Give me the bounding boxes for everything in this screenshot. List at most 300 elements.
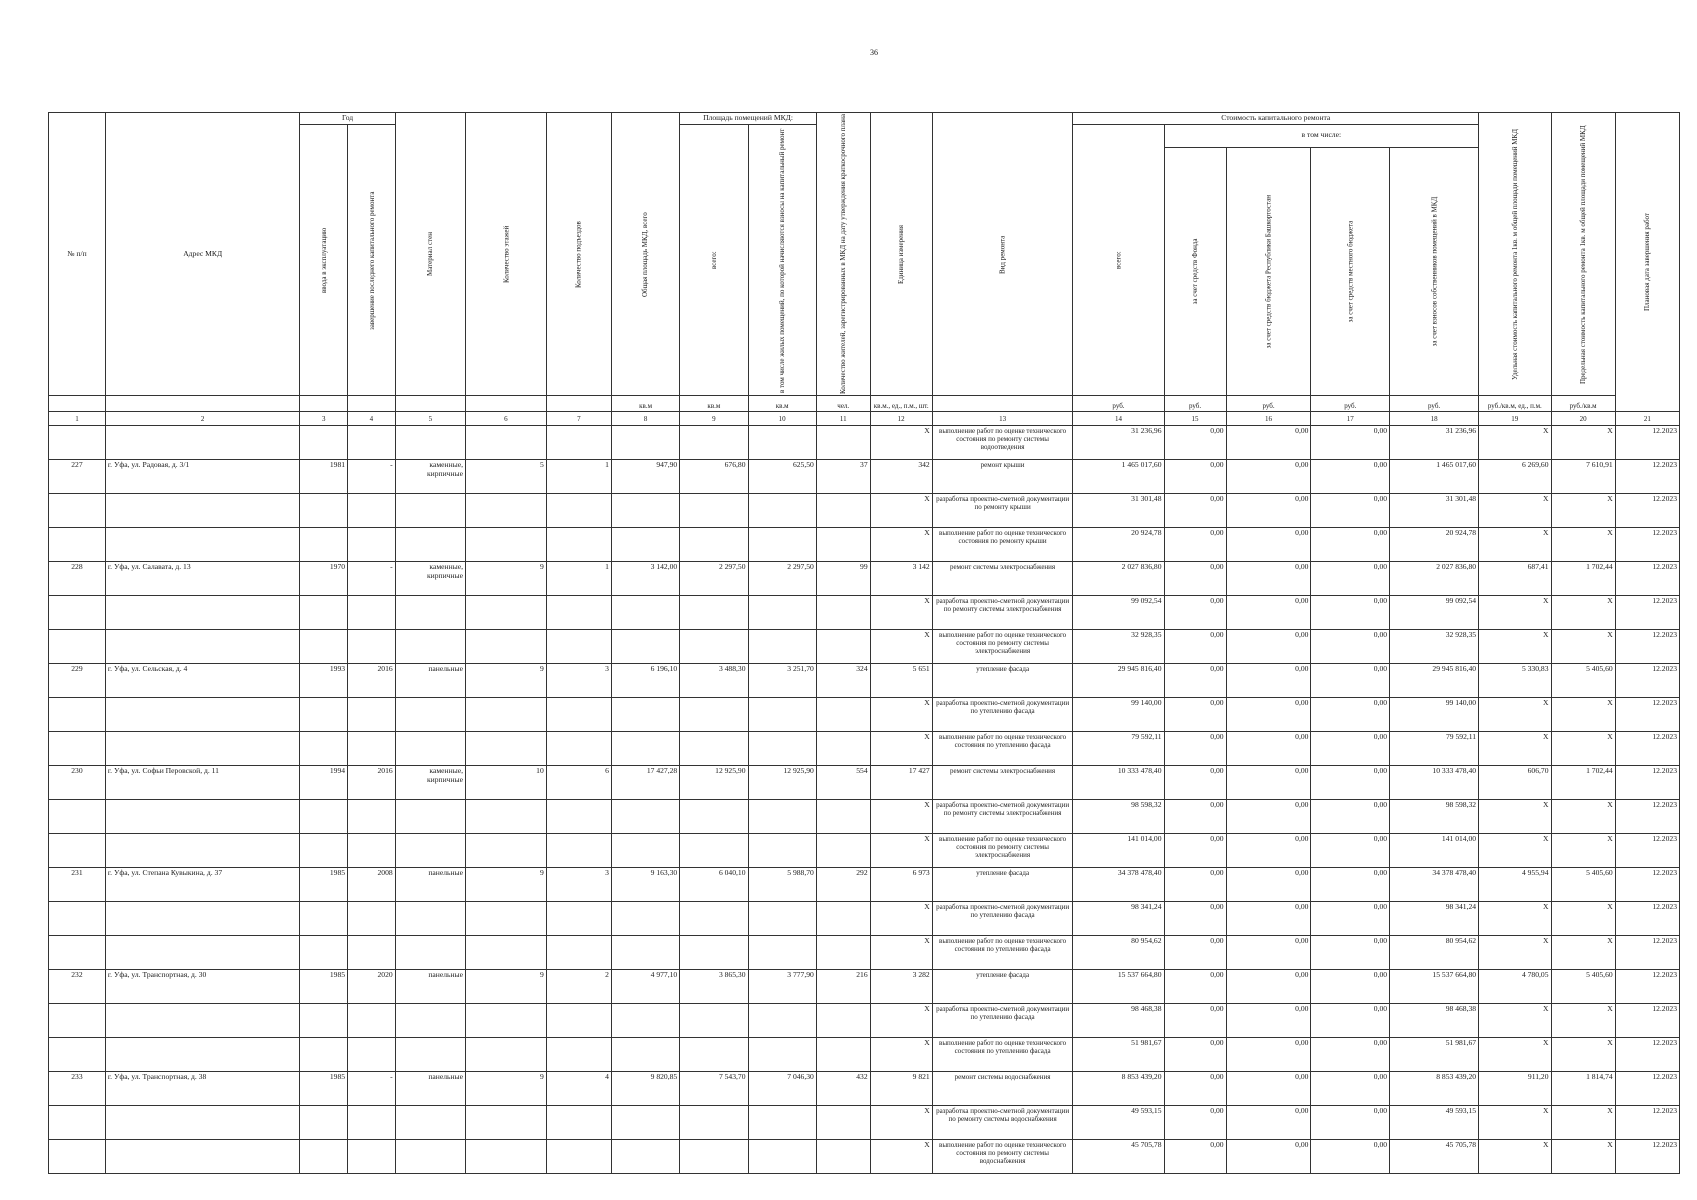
unit-measure: X (870, 698, 932, 732)
residents: 554 (816, 766, 870, 800)
unit-measure: 17 427 (870, 766, 932, 800)
year-last-repair (348, 1038, 396, 1072)
year-last-repair (348, 426, 396, 460)
unit-measure: X (870, 1140, 932, 1174)
unit-18: руб. (1390, 396, 1479, 412)
residential-area: 2 297,50 (748, 562, 816, 596)
unit-measure: 6 973 (870, 868, 932, 902)
cost-republic-budget: 0,00 (1226, 1038, 1311, 1072)
year-built (300, 528, 348, 562)
cost-fund: 0,00 (1164, 630, 1226, 664)
premises-area (680, 1038, 748, 1072)
repair-type: ремонт системы электроснабжения (932, 562, 1073, 596)
residential-area: 3 251,70 (748, 664, 816, 698)
residential-area (748, 834, 816, 868)
row-number (49, 494, 106, 528)
total-area (611, 630, 679, 664)
repair-type: выполнение работ по оценке технического состояния по ремонту системы водоотведения (932, 426, 1073, 460)
cost-local-budget: 0,00 (1311, 1072, 1390, 1106)
cost-total: 10 333 478,40 (1073, 766, 1164, 800)
year-last-repair: 2016 (348, 664, 396, 698)
year-built: 1970 (300, 562, 348, 596)
cost-fund: 0,00 (1164, 1106, 1226, 1140)
total-area (611, 1038, 679, 1072)
cost-fund: 0,00 (1164, 528, 1226, 562)
cost-owners: 15 537 664,80 (1390, 970, 1479, 1004)
address (105, 902, 300, 936)
floors: 5 (466, 460, 547, 494)
wall-material (395, 1140, 465, 1174)
header-area-group: Площадь помещений МКД: (680, 113, 817, 125)
cost-fund: 0,00 (1164, 1072, 1226, 1106)
floors (466, 698, 547, 732)
cost-total: 8 853 439,20 (1073, 1072, 1164, 1106)
address (105, 732, 300, 766)
unit-measure: X (870, 936, 932, 970)
max-unit-cost: X (1551, 630, 1615, 664)
cost-owners: 98 598,32 (1390, 800, 1479, 834)
unit-19: руб./кв.м, ед., п.м. (1479, 396, 1551, 412)
wall-material (395, 596, 465, 630)
unit-measure: 3 142 (870, 562, 932, 596)
entrances: 6 (546, 766, 611, 800)
premises-area: 2 297,50 (680, 562, 748, 596)
header-col-14: всего: (1073, 125, 1164, 396)
total-area (611, 732, 679, 766)
cost-republic-budget: 0,00 (1226, 562, 1311, 596)
header-col-18: за счет взносов собственников помещений в МКД (1390, 147, 1479, 395)
address: г. Уфа, ул. Радовая, д. 3/1 (105, 460, 300, 494)
cost-local-budget: 0,00 (1311, 800, 1390, 834)
year-last-repair (348, 630, 396, 664)
table-row (49, 494, 1680, 528)
cost-local-budget: 0,00 (1311, 630, 1390, 664)
header-col-11: Количество жителей, зарегистрированных в МКД на дату утверждения краткосрочного плана (816, 113, 870, 396)
table-row (49, 834, 1680, 868)
cost-total: 79 592,11 (1073, 732, 1164, 766)
residents (816, 630, 870, 664)
premises-area (680, 494, 748, 528)
entrances (546, 800, 611, 834)
premises-area (680, 1004, 748, 1038)
max-unit-cost: 1 702,44 (1551, 562, 1615, 596)
cost-fund: 0,00 (1164, 698, 1226, 732)
year-built (300, 426, 348, 460)
max-unit-cost: X (1551, 528, 1615, 562)
table-row (49, 460, 1680, 494)
planned-date: 12.2023 (1615, 766, 1679, 800)
header-incl-group: в том числе: (1164, 125, 1479, 148)
floors: 10 (466, 766, 547, 800)
planned-date: 12.2023 (1615, 664, 1679, 698)
residential-area (748, 1004, 816, 1038)
cost-owners: 1 465 017,60 (1390, 460, 1479, 494)
residents (816, 902, 870, 936)
row-number: 229 (49, 664, 106, 698)
column-number: 19 (1479, 412, 1551, 426)
max-unit-cost: X (1551, 1004, 1615, 1038)
year-last-repair (348, 732, 396, 766)
table-row (49, 698, 1680, 732)
unit-cost: 606,70 (1479, 766, 1551, 800)
repair-type: выполнение работ по оценке технического состояния по утеплению фасада (932, 936, 1073, 970)
row-number (49, 1106, 106, 1140)
residential-area (748, 630, 816, 664)
row-number: 233 (49, 1072, 106, 1106)
cost-local-budget: 0,00 (1311, 1004, 1390, 1038)
unit-17: руб. (1311, 396, 1390, 412)
column-number: 7 (546, 412, 611, 426)
max-unit-cost: X (1551, 936, 1615, 970)
wall-material: каменные, кирпичные (395, 460, 465, 494)
address (105, 1038, 300, 1072)
cost-local-budget: 0,00 (1311, 1140, 1390, 1174)
residents: 37 (816, 460, 870, 494)
max-unit-cost: X (1551, 1038, 1615, 1072)
unit-cost: X (1479, 426, 1551, 460)
entrances (546, 1106, 611, 1140)
residents (816, 494, 870, 528)
header-col-10: в том числе жилых помещений, по которой начисляются взносы на капитальный ремонт (748, 125, 816, 396)
total-area (611, 834, 679, 868)
total-area (611, 1140, 679, 1174)
premises-area: 6 040,10 (680, 868, 748, 902)
entrances (546, 834, 611, 868)
cost-republic-budget: 0,00 (1226, 936, 1311, 970)
address: г. Уфа, ул. Степана Кувыкина, д. 37 (105, 868, 300, 902)
column-number: 12 (870, 412, 932, 426)
max-unit-cost: X (1551, 834, 1615, 868)
premises-area (680, 902, 748, 936)
header-col-15: за счет средств Фонда (1164, 147, 1226, 395)
cost-local-budget: 0,00 (1311, 528, 1390, 562)
planned-date: 12.2023 (1615, 1004, 1679, 1038)
entrances (546, 732, 611, 766)
planned-date: 12.2023 (1615, 460, 1679, 494)
planned-date: 12.2023 (1615, 1140, 1679, 1174)
cost-fund: 0,00 (1164, 460, 1226, 494)
year-last-repair: - (348, 1072, 396, 1106)
address (105, 800, 300, 834)
year-built (300, 494, 348, 528)
total-area (611, 1004, 679, 1038)
year-built (300, 1106, 348, 1140)
unit-cost: X (1479, 834, 1551, 868)
address (105, 426, 300, 460)
residents (816, 426, 870, 460)
residential-area: 625,50 (748, 460, 816, 494)
cost-owners: 31 301,48 (1390, 494, 1479, 528)
residents (816, 800, 870, 834)
planned-date: 12.2023 (1615, 834, 1679, 868)
cost-republic-budget: 0,00 (1226, 698, 1311, 732)
total-area: 9 820,85 (611, 1072, 679, 1106)
max-unit-cost: 1 814,74 (1551, 1072, 1615, 1106)
cost-total: 2 027 836,80 (1073, 562, 1164, 596)
repair-type: утепление фасада (932, 970, 1073, 1004)
row-number (49, 1004, 106, 1038)
premises-area (680, 630, 748, 664)
floors (466, 800, 547, 834)
cost-total: 20 924,78 (1073, 528, 1164, 562)
table-row (49, 868, 1680, 902)
cost-total: 80 954,62 (1073, 936, 1164, 970)
cost-fund: 0,00 (1164, 596, 1226, 630)
year-last-repair (348, 1140, 396, 1174)
header-col-20: Предельная стоимость капитального ремонта 1кв. м общей площади помещений МКД (1551, 113, 1615, 396)
planned-date: 12.2023 (1615, 528, 1679, 562)
wall-material (395, 494, 465, 528)
year-built (300, 698, 348, 732)
residential-area (748, 732, 816, 766)
wall-material: панельные (395, 1072, 465, 1106)
year-last-repair (348, 834, 396, 868)
unit-cost: X (1479, 630, 1551, 664)
row-number (49, 1038, 106, 1072)
address: г. Уфа, ул. Софьи Перовской, д. 11 (105, 766, 300, 800)
unit-cost: X (1479, 1038, 1551, 1072)
residential-area: 12 925,90 (748, 766, 816, 800)
residential-area (748, 936, 816, 970)
repair-type: разработка проектно-сметной документации по ремонту системы водоснабжения (932, 1106, 1073, 1140)
table-row (49, 1140, 1680, 1174)
premises-area: 3 865,30 (680, 970, 748, 1004)
unit-cost: X (1479, 936, 1551, 970)
repair-type: утепление фасада (932, 868, 1073, 902)
floors: 9 (466, 970, 547, 1004)
header-col-5: Материал стен (395, 113, 465, 396)
cost-fund: 0,00 (1164, 664, 1226, 698)
entrances (546, 698, 611, 732)
cost-fund: 0,00 (1164, 562, 1226, 596)
planned-date: 12.2023 (1615, 494, 1679, 528)
column-number: 8 (611, 412, 679, 426)
wall-material: панельные (395, 868, 465, 902)
repair-type: разработка проектно-сметной документации по ремонту крыши (932, 494, 1073, 528)
repair-type: разработка проектно-сметной документации по утеплению фасада (932, 698, 1073, 732)
cost-owners: 49 593,15 (1390, 1106, 1479, 1140)
total-area (611, 426, 679, 460)
premises-area (680, 596, 748, 630)
floors (466, 528, 547, 562)
residents: 99 (816, 562, 870, 596)
residential-area: 7 046,30 (748, 1072, 816, 1106)
header-col-17: за счет средств местного бюджета (1311, 147, 1390, 395)
premises-area (680, 1106, 748, 1140)
planned-date: 12.2023 (1615, 1106, 1679, 1140)
total-area (611, 596, 679, 630)
year-built: 1985 (300, 1072, 348, 1106)
year-last-repair: 2020 (348, 970, 396, 1004)
planned-date: 12.2023 (1615, 426, 1679, 460)
unit-measure: X (870, 1004, 932, 1038)
cost-owners: 2 027 836,80 (1390, 562, 1479, 596)
planned-date: 12.2023 (1615, 1072, 1679, 1106)
year-built (300, 1140, 348, 1174)
table-row (49, 664, 1680, 698)
wall-material (395, 902, 465, 936)
entrances (546, 528, 611, 562)
table-row (49, 1038, 1680, 1072)
unit-cost: 687,41 (1479, 562, 1551, 596)
header-col-7: Количество подъездов (546, 113, 611, 396)
cost-fund: 0,00 (1164, 1004, 1226, 1038)
premises-area: 7 543,70 (680, 1072, 748, 1106)
entrances: 4 (546, 1072, 611, 1106)
unit-measure: X (870, 732, 932, 766)
wall-material (395, 936, 465, 970)
row-number: 228 (49, 562, 106, 596)
residents (816, 698, 870, 732)
address (105, 630, 300, 664)
year-built (300, 834, 348, 868)
premises-area (680, 426, 748, 460)
repair-type: выполнение работ по оценке технического состояния по ремонту системы водоснабжения (932, 1140, 1073, 1174)
entrances: 3 (546, 664, 611, 698)
cost-fund: 0,00 (1164, 494, 1226, 528)
cost-fund: 0,00 (1164, 426, 1226, 460)
unit-cost: X (1479, 1140, 1551, 1174)
table-row (49, 426, 1680, 460)
cost-total: 98 598,32 (1073, 800, 1164, 834)
residential-area: 5 988,70 (748, 868, 816, 902)
cost-local-budget: 0,00 (1311, 664, 1390, 698)
residential-area (748, 528, 816, 562)
year-built: 1993 (300, 664, 348, 698)
total-area (611, 528, 679, 562)
floors (466, 1004, 547, 1038)
column-number-row (49, 412, 1680, 426)
table-row (49, 1004, 1680, 1038)
entrances (546, 1140, 611, 1174)
planned-date: 12.2023 (1615, 630, 1679, 664)
cost-republic-budget: 0,00 (1226, 800, 1311, 834)
residents: 324 (816, 664, 870, 698)
cost-local-budget: 0,00 (1311, 596, 1390, 630)
wall-material (395, 426, 465, 460)
unit-8: кв.м (611, 396, 679, 412)
total-area (611, 936, 679, 970)
planned-date: 12.2023 (1615, 562, 1679, 596)
table-row (49, 1072, 1680, 1106)
cost-owners: 99 092,54 (1390, 596, 1479, 630)
cost-owners: 34 378 478,40 (1390, 868, 1479, 902)
header-col-1: № п/п (49, 113, 106, 396)
total-area: 9 163,30 (611, 868, 679, 902)
cost-total: 32 928,35 (1073, 630, 1164, 664)
wall-material (395, 1106, 465, 1140)
address (105, 698, 300, 732)
cost-total: 98 341,24 (1073, 902, 1164, 936)
repair-plan-table (48, 112, 1680, 1174)
floors: 9 (466, 1072, 547, 1106)
row-number (49, 902, 106, 936)
max-unit-cost: X (1551, 698, 1615, 732)
repair-type: утепление фасада (932, 664, 1073, 698)
floors: 9 (466, 664, 547, 698)
year-last-repair: 2016 (348, 766, 396, 800)
cost-republic-budget: 0,00 (1226, 970, 1311, 1004)
unit-measure: X (870, 834, 932, 868)
residential-area (748, 1038, 816, 1072)
cost-local-budget: 0,00 (1311, 732, 1390, 766)
column-number: 5 (395, 412, 465, 426)
residential-area (748, 494, 816, 528)
cost-local-budget: 0,00 (1311, 460, 1390, 494)
header-col-9: всего: (680, 125, 748, 396)
max-unit-cost: X (1551, 800, 1615, 834)
cost-owners: 45 705,78 (1390, 1140, 1479, 1174)
entrances (546, 426, 611, 460)
repair-type: выполнение работ по оценке технического состояния по ремонту системы электроснабжения (932, 834, 1073, 868)
repair-type: выполнение работ по оценке технического состояния по ремонту крыши (932, 528, 1073, 562)
header-col-8: Общая площадь МКД, всего (611, 113, 679, 396)
cost-local-budget: 0,00 (1311, 494, 1390, 528)
unit-cost: X (1479, 1004, 1551, 1038)
cost-local-budget: 0,00 (1311, 426, 1390, 460)
residents (816, 1004, 870, 1038)
column-number: 9 (680, 412, 748, 426)
cost-owners: 80 954,62 (1390, 936, 1479, 970)
year-built (300, 800, 348, 834)
planned-date: 12.2023 (1615, 698, 1679, 732)
unit-measure: X (870, 630, 932, 664)
cost-republic-budget: 0,00 (1226, 460, 1311, 494)
entrances: 3 (546, 868, 611, 902)
year-last-repair (348, 698, 396, 732)
cost-owners: 32 928,35 (1390, 630, 1479, 664)
cost-local-budget: 0,00 (1311, 1038, 1390, 1072)
cost-total: 31 301,48 (1073, 494, 1164, 528)
max-unit-cost: 7 610,91 (1551, 460, 1615, 494)
table-row (49, 766, 1680, 800)
residents: 432 (816, 1072, 870, 1106)
year-built (300, 902, 348, 936)
residential-area: 3 777,90 (748, 970, 816, 1004)
column-number: 13 (932, 412, 1073, 426)
column-number: 20 (1551, 412, 1615, 426)
row-number (49, 800, 106, 834)
cost-republic-budget: 0,00 (1226, 1140, 1311, 1174)
entrances (546, 630, 611, 664)
table-row (49, 732, 1680, 766)
max-unit-cost: X (1551, 426, 1615, 460)
unit-14: руб. (1073, 396, 1164, 412)
unit-9: кв.м (680, 396, 748, 412)
residential-area (748, 426, 816, 460)
cost-local-budget: 0,00 (1311, 902, 1390, 936)
unit-cost: X (1479, 902, 1551, 936)
repair-type: разработка проектно-сметной документации по ремонту системы электроснабжения (932, 800, 1073, 834)
unit-measure: 3 282 (870, 970, 932, 1004)
year-last-repair (348, 1004, 396, 1038)
planned-date: 12.2023 (1615, 732, 1679, 766)
header-col-19: Удельная стоимость капитального ремонта 1кв. м общей площади помещений МКД (1479, 113, 1551, 396)
row-number (49, 596, 106, 630)
year-built (300, 1038, 348, 1072)
floors (466, 1106, 547, 1140)
floors (466, 732, 547, 766)
premises-area (680, 800, 748, 834)
unit-measure: X (870, 1038, 932, 1072)
max-unit-cost: X (1551, 596, 1615, 630)
unit-measure: X (870, 426, 932, 460)
residential-area (748, 596, 816, 630)
max-unit-cost: 5 405,60 (1551, 664, 1615, 698)
table-row (49, 596, 1680, 630)
max-unit-cost: X (1551, 1140, 1615, 1174)
address (105, 1140, 300, 1174)
